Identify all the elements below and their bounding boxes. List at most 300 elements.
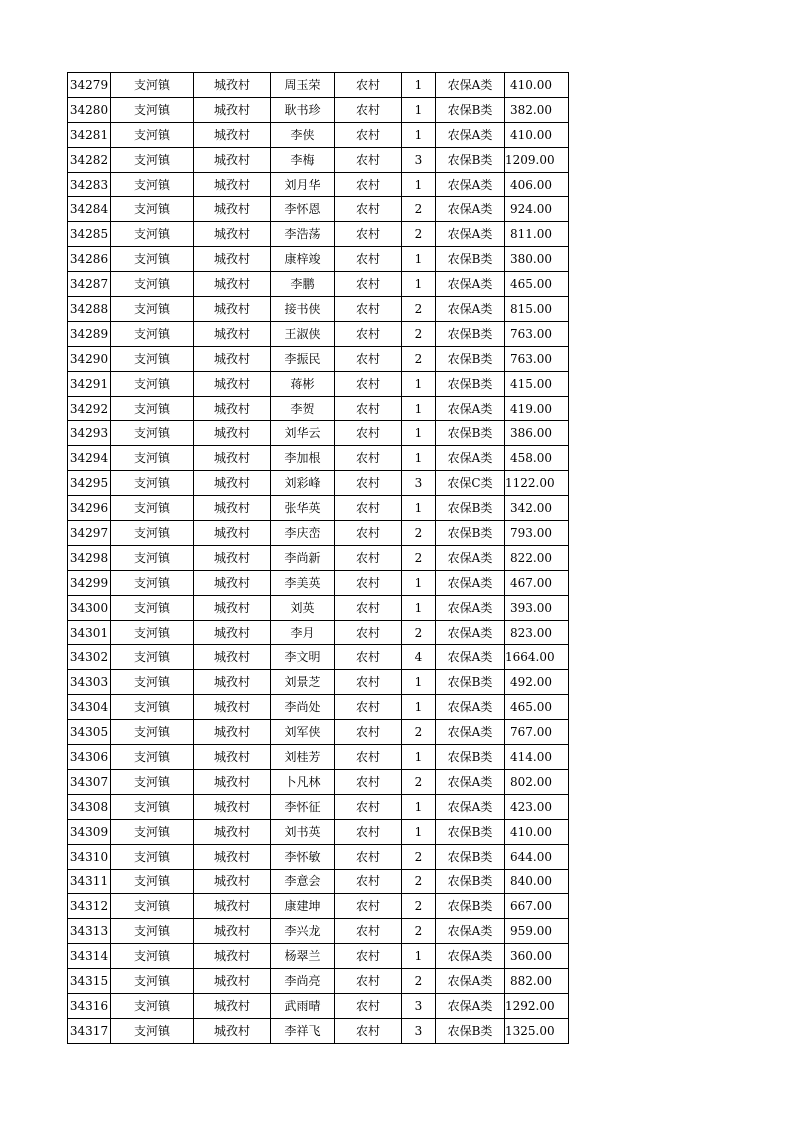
table-row <box>68 272 569 297</box>
insurance-category-cell: 农保C类 <box>436 471 505 496</box>
record-id-cell: 34287 <box>68 272 111 297</box>
insurance-category-cell: 农保A类 <box>436 645 505 670</box>
person-name-cell: 李怀征 <box>271 794 335 819</box>
household-count-cell: 2 <box>402 620 436 645</box>
area-type-cell: 农村 <box>335 496 402 521</box>
household-count-cell: 2 <box>402 545 436 570</box>
household-count-cell: 2 <box>402 521 436 546</box>
person-name-cell: 刘景芝 <box>271 670 335 695</box>
person-name-cell: 李梅 <box>271 147 335 172</box>
amount-cell: 1209.00 <box>505 147 569 172</box>
area-type-cell: 农村 <box>335 919 402 944</box>
area-type-cell: 农村 <box>335 969 402 994</box>
town-cell: 支河镇 <box>111 570 194 595</box>
village-cell: 城孜村 <box>194 97 271 122</box>
area-type-cell: 农村 <box>335 247 402 272</box>
person-name-cell: 李鹏 <box>271 272 335 297</box>
insurance-category-cell: 农保B类 <box>436 321 505 346</box>
amount-cell: 360.00 <box>505 944 569 969</box>
person-name-cell: 周玉荣 <box>271 73 335 98</box>
table-row <box>68 894 569 919</box>
record-id-cell: 34306 <box>68 745 111 770</box>
table-row <box>68 993 569 1018</box>
town-cell: 支河镇 <box>111 944 194 969</box>
record-id-cell: 34298 <box>68 545 111 570</box>
area-type-cell: 农村 <box>335 272 402 297</box>
insurance-category-cell: 农保A类 <box>436 944 505 969</box>
amount-cell: 415.00 <box>505 371 569 396</box>
area-type-cell: 农村 <box>335 819 402 844</box>
town-cell: 支河镇 <box>111 769 194 794</box>
town-cell: 支河镇 <box>111 97 194 122</box>
area-type-cell: 农村 <box>335 147 402 172</box>
village-cell: 城孜村 <box>194 794 271 819</box>
area-type-cell: 农村 <box>335 670 402 695</box>
town-cell: 支河镇 <box>111 346 194 371</box>
town-cell: 支河镇 <box>111 794 194 819</box>
household-count-cell: 1 <box>402 446 436 471</box>
area-type-cell: 农村 <box>335 371 402 396</box>
table-row <box>68 944 569 969</box>
town-cell: 支河镇 <box>111 122 194 147</box>
amount-cell: 458.00 <box>505 446 569 471</box>
record-id-cell: 34305 <box>68 720 111 745</box>
village-cell: 城孜村 <box>194 297 271 322</box>
town-cell: 支河镇 <box>111 73 194 98</box>
record-id-cell: 34301 <box>68 620 111 645</box>
amount-cell: 823.00 <box>505 620 569 645</box>
table-row <box>68 496 569 521</box>
village-cell: 城孜村 <box>194 1018 271 1043</box>
village-cell: 城孜村 <box>194 272 271 297</box>
table-row <box>68 1018 569 1043</box>
insurance-category-cell: 农保A类 <box>436 919 505 944</box>
insurance-category-cell: 农保B类 <box>436 670 505 695</box>
table-row <box>68 794 569 819</box>
area-type-cell: 农村 <box>335 595 402 620</box>
town-cell: 支河镇 <box>111 894 194 919</box>
town-cell: 支河镇 <box>111 297 194 322</box>
area-type-cell: 农村 <box>335 1018 402 1043</box>
person-name-cell: 刘桂芳 <box>271 745 335 770</box>
table-row <box>68 695 569 720</box>
area-type-cell: 农村 <box>335 745 402 770</box>
household-count-cell: 1 <box>402 670 436 695</box>
household-count-cell: 1 <box>402 695 436 720</box>
table-row <box>68 222 569 247</box>
insurance-category-cell: 农保A类 <box>436 794 505 819</box>
town-cell: 支河镇 <box>111 147 194 172</box>
record-id-cell: 34296 <box>68 496 111 521</box>
village-cell: 城孜村 <box>194 73 271 98</box>
amount-cell: 465.00 <box>505 272 569 297</box>
record-id-cell: 34291 <box>68 371 111 396</box>
person-name-cell: 耿书珍 <box>271 97 335 122</box>
village-cell: 城孜村 <box>194 944 271 969</box>
amount-cell: 410.00 <box>505 819 569 844</box>
village-cell: 城孜村 <box>194 819 271 844</box>
table-row <box>68 321 569 346</box>
table-row <box>68 545 569 570</box>
insurance-category-cell: 农保A类 <box>436 595 505 620</box>
table-row <box>68 122 569 147</box>
person-name-cell: 李尚新 <box>271 545 335 570</box>
amount-cell: 811.00 <box>505 222 569 247</box>
household-count-cell: 1 <box>402 97 436 122</box>
area-type-cell: 农村 <box>335 471 402 496</box>
area-type-cell: 农村 <box>335 894 402 919</box>
record-id-cell: 34313 <box>68 919 111 944</box>
household-count-cell: 1 <box>402 73 436 98</box>
village-cell: 城孜村 <box>194 969 271 994</box>
amount-cell: 406.00 <box>505 172 569 197</box>
record-id-cell: 34310 <box>68 844 111 869</box>
amount-cell: 386.00 <box>505 421 569 446</box>
insurance-category-cell: 农保B类 <box>436 819 505 844</box>
area-type-cell: 农村 <box>335 570 402 595</box>
village-cell: 城孜村 <box>194 545 271 570</box>
person-name-cell: 李尚亮 <box>271 969 335 994</box>
table-row <box>68 147 569 172</box>
insurance-category-cell: 农保B类 <box>436 496 505 521</box>
household-count-cell: 1 <box>402 595 436 620</box>
amount-cell: 1292.00 <box>505 993 569 1018</box>
record-id-cell: 34280 <box>68 97 111 122</box>
village-cell: 城孜村 <box>194 321 271 346</box>
record-id-cell: 34316 <box>68 993 111 1018</box>
insurance-category-cell: 农保A类 <box>436 73 505 98</box>
amount-cell: 342.00 <box>505 496 569 521</box>
table-row <box>68 97 569 122</box>
area-type-cell: 农村 <box>335 993 402 1018</box>
table-row <box>68 595 569 620</box>
town-cell: 支河镇 <box>111 645 194 670</box>
village-cell: 城孜村 <box>194 446 271 471</box>
village-cell: 城孜村 <box>194 620 271 645</box>
table-row <box>68 769 569 794</box>
household-count-cell: 1 <box>402 396 436 421</box>
person-name-cell: 刘书英 <box>271 819 335 844</box>
household-count-cell: 1 <box>402 794 436 819</box>
village-cell: 城孜村 <box>194 396 271 421</box>
table-row <box>68 869 569 894</box>
household-count-cell: 1 <box>402 421 436 446</box>
village-cell: 城孜村 <box>194 670 271 695</box>
town-cell: 支河镇 <box>111 197 194 222</box>
record-id-cell: 34289 <box>68 321 111 346</box>
record-id-cell: 34309 <box>68 819 111 844</box>
household-count-cell: 1 <box>402 122 436 147</box>
area-type-cell: 农村 <box>335 944 402 969</box>
amount-cell: 763.00 <box>505 321 569 346</box>
person-name-cell: 李侠 <box>271 122 335 147</box>
amount-cell: 882.00 <box>505 969 569 994</box>
table-row <box>68 844 569 869</box>
household-count-cell: 3 <box>402 471 436 496</box>
amount-cell: 840.00 <box>505 869 569 894</box>
insurance-category-cell: 农保A类 <box>436 396 505 421</box>
village-cell: 城孜村 <box>194 247 271 272</box>
village-cell: 城孜村 <box>194 346 271 371</box>
insurance-category-cell: 农保B类 <box>436 371 505 396</box>
person-name-cell: 李贺 <box>271 396 335 421</box>
insurance-category-cell: 农保A类 <box>436 272 505 297</box>
person-name-cell: 王淑侠 <box>271 321 335 346</box>
person-name-cell: 张华英 <box>271 496 335 521</box>
amount-cell: 1122.00 <box>505 471 569 496</box>
person-name-cell: 刘彩峰 <box>271 471 335 496</box>
area-type-cell: 农村 <box>335 297 402 322</box>
town-cell: 支河镇 <box>111 396 194 421</box>
area-type-cell: 农村 <box>335 869 402 894</box>
household-count-cell: 2 <box>402 894 436 919</box>
area-type-cell: 农村 <box>335 197 402 222</box>
amount-cell: 1325.00 <box>505 1018 569 1043</box>
town-cell: 支河镇 <box>111 272 194 297</box>
person-name-cell: 李月 <box>271 620 335 645</box>
record-id-cell: 34283 <box>68 172 111 197</box>
amount-cell: 492.00 <box>505 670 569 695</box>
village-cell: 城孜村 <box>194 172 271 197</box>
person-name-cell: 蒋彬 <box>271 371 335 396</box>
household-count-cell: 2 <box>402 321 436 346</box>
table-row <box>68 446 569 471</box>
insurance-category-cell: 农保A类 <box>436 570 505 595</box>
village-cell: 城孜村 <box>194 993 271 1018</box>
person-name-cell: 李祥飞 <box>271 1018 335 1043</box>
town-cell: 支河镇 <box>111 819 194 844</box>
town-cell: 支河镇 <box>111 969 194 994</box>
village-cell: 城孜村 <box>194 769 271 794</box>
village-cell: 城孜村 <box>194 720 271 745</box>
insurance-category-cell: 农保B类 <box>436 844 505 869</box>
town-cell: 支河镇 <box>111 247 194 272</box>
household-count-cell: 2 <box>402 869 436 894</box>
village-cell: 城孜村 <box>194 371 271 396</box>
household-count-cell: 2 <box>402 969 436 994</box>
insurance-category-cell: 农保A类 <box>436 446 505 471</box>
person-name-cell: 武雨晴 <box>271 993 335 1018</box>
household-count-cell: 4 <box>402 645 436 670</box>
town-cell: 支河镇 <box>111 545 194 570</box>
village-cell: 城孜村 <box>194 894 271 919</box>
record-id-cell: 34300 <box>68 595 111 620</box>
village-cell: 城孜村 <box>194 745 271 770</box>
table-row <box>68 620 569 645</box>
record-id-cell: 34288 <box>68 297 111 322</box>
table-row <box>68 247 569 272</box>
amount-cell: 1664.00 <box>505 645 569 670</box>
insurance-category-cell: 农保A类 <box>436 969 505 994</box>
record-id-cell: 34304 <box>68 695 111 720</box>
insurance-category-cell: 农保A类 <box>436 769 505 794</box>
record-id-cell: 34302 <box>68 645 111 670</box>
household-count-cell: 2 <box>402 844 436 869</box>
table-row <box>68 297 569 322</box>
town-cell: 支河镇 <box>111 844 194 869</box>
table-row <box>68 570 569 595</box>
household-count-cell: 1 <box>402 272 436 297</box>
amount-cell: 380.00 <box>505 247 569 272</box>
household-count-cell: 1 <box>402 496 436 521</box>
village-cell: 城孜村 <box>194 496 271 521</box>
household-count-cell: 3 <box>402 1018 436 1043</box>
insurance-category-cell: 农保A类 <box>436 172 505 197</box>
record-id-cell: 34317 <box>68 1018 111 1043</box>
record-id-cell: 34299 <box>68 570 111 595</box>
person-name-cell: 接书侠 <box>271 297 335 322</box>
insurance-category-cell: 农保B类 <box>436 1018 505 1043</box>
insurance-category-cell: 农保A类 <box>436 297 505 322</box>
household-count-cell: 3 <box>402 993 436 1018</box>
amount-cell: 467.00 <box>505 570 569 595</box>
area-type-cell: 农村 <box>335 97 402 122</box>
insurance-category-cell: 农保A类 <box>436 122 505 147</box>
area-type-cell: 农村 <box>335 521 402 546</box>
person-name-cell: 李文明 <box>271 645 335 670</box>
records-table <box>67 72 569 1044</box>
area-type-cell: 农村 <box>335 172 402 197</box>
amount-cell: 822.00 <box>505 545 569 570</box>
village-cell: 城孜村 <box>194 919 271 944</box>
person-name-cell: 刘月华 <box>271 172 335 197</box>
insurance-category-cell: 农保B类 <box>436 346 505 371</box>
table-row <box>68 371 569 396</box>
village-cell: 城孜村 <box>194 222 271 247</box>
record-id-cell: 34315 <box>68 969 111 994</box>
area-type-cell: 农村 <box>335 122 402 147</box>
person-name-cell: 杨翠兰 <box>271 944 335 969</box>
area-type-cell: 农村 <box>335 769 402 794</box>
insurance-category-cell: 农保A类 <box>436 545 505 570</box>
area-type-cell: 农村 <box>335 222 402 247</box>
household-count-cell: 1 <box>402 944 436 969</box>
person-name-cell: 康梓竣 <box>271 247 335 272</box>
area-type-cell: 农村 <box>335 396 402 421</box>
person-name-cell: 刘华云 <box>271 421 335 446</box>
table-row <box>68 346 569 371</box>
town-cell: 支河镇 <box>111 521 194 546</box>
table-row <box>68 670 569 695</box>
village-cell: 城孜村 <box>194 521 271 546</box>
amount-cell: 767.00 <box>505 720 569 745</box>
amount-cell: 815.00 <box>505 297 569 322</box>
town-cell: 支河镇 <box>111 620 194 645</box>
town-cell: 支河镇 <box>111 745 194 770</box>
record-id-cell: 34290 <box>68 346 111 371</box>
household-count-cell: 1 <box>402 371 436 396</box>
amount-cell: 763.00 <box>505 346 569 371</box>
amount-cell: 423.00 <box>505 794 569 819</box>
table-row <box>68 645 569 670</box>
village-cell: 城孜村 <box>194 421 271 446</box>
table-row <box>68 819 569 844</box>
town-cell: 支河镇 <box>111 321 194 346</box>
record-id-cell: 34297 <box>68 521 111 546</box>
table-row <box>68 396 569 421</box>
household-count-cell: 1 <box>402 745 436 770</box>
insurance-category-cell: 农保B类 <box>436 894 505 919</box>
town-cell: 支河镇 <box>111 869 194 894</box>
area-type-cell: 农村 <box>335 321 402 346</box>
insurance-category-cell: 农保B类 <box>436 745 505 770</box>
table-row <box>68 421 569 446</box>
amount-cell: 644.00 <box>505 844 569 869</box>
area-type-cell: 农村 <box>335 695 402 720</box>
village-cell: 城孜村 <box>194 122 271 147</box>
amount-cell: 802.00 <box>505 769 569 794</box>
amount-cell: 959.00 <box>505 919 569 944</box>
amount-cell: 382.00 <box>505 97 569 122</box>
household-count-cell: 2 <box>402 769 436 794</box>
village-cell: 城孜村 <box>194 695 271 720</box>
person-name-cell: 李怀恩 <box>271 197 335 222</box>
insurance-category-cell: 农保B类 <box>436 421 505 446</box>
record-id-cell: 34281 <box>68 122 111 147</box>
person-name-cell: 李怀敏 <box>271 844 335 869</box>
insurance-category-cell: 农保A类 <box>436 620 505 645</box>
table-row <box>68 919 569 944</box>
record-id-cell: 34292 <box>68 396 111 421</box>
person-name-cell: 康建坤 <box>271 894 335 919</box>
person-name-cell: 李兴龙 <box>271 919 335 944</box>
area-type-cell: 农村 <box>335 545 402 570</box>
amount-cell: 465.00 <box>505 695 569 720</box>
amount-cell: 410.00 <box>505 73 569 98</box>
table-row <box>68 720 569 745</box>
village-cell: 城孜村 <box>194 645 271 670</box>
table-row <box>68 745 569 770</box>
person-name-cell: 李浩荡 <box>271 222 335 247</box>
village-cell: 城孜村 <box>194 595 271 620</box>
town-cell: 支河镇 <box>111 670 194 695</box>
town-cell: 支河镇 <box>111 446 194 471</box>
amount-cell: 793.00 <box>505 521 569 546</box>
village-cell: 城孜村 <box>194 471 271 496</box>
household-count-cell: 2 <box>402 222 436 247</box>
household-count-cell: 1 <box>402 247 436 272</box>
insurance-category-cell: 农保A类 <box>436 993 505 1018</box>
record-id-cell: 34282 <box>68 147 111 172</box>
area-type-cell: 农村 <box>335 346 402 371</box>
household-count-cell: 2 <box>402 919 436 944</box>
area-type-cell: 农村 <box>335 794 402 819</box>
household-count-cell: 2 <box>402 197 436 222</box>
household-count-cell: 2 <box>402 297 436 322</box>
town-cell: 支河镇 <box>111 993 194 1018</box>
town-cell: 支河镇 <box>111 919 194 944</box>
town-cell: 支河镇 <box>111 595 194 620</box>
household-count-cell: 1 <box>402 570 436 595</box>
amount-cell: 410.00 <box>505 122 569 147</box>
area-type-cell: 农村 <box>335 421 402 446</box>
record-id-cell: 34294 <box>68 446 111 471</box>
record-id-cell: 34286 <box>68 247 111 272</box>
record-id-cell: 34307 <box>68 769 111 794</box>
table-row <box>68 197 569 222</box>
person-name-cell: 李意会 <box>271 869 335 894</box>
town-cell: 支河镇 <box>111 695 194 720</box>
insurance-category-cell: 农保B类 <box>436 247 505 272</box>
person-name-cell: 李加根 <box>271 446 335 471</box>
table-row <box>68 73 569 98</box>
record-id-cell: 34314 <box>68 944 111 969</box>
person-name-cell: 卜凡林 <box>271 769 335 794</box>
insurance-category-cell: 农保A类 <box>436 197 505 222</box>
amount-cell: 414.00 <box>505 745 569 770</box>
town-cell: 支河镇 <box>111 720 194 745</box>
household-count-cell: 2 <box>402 720 436 745</box>
